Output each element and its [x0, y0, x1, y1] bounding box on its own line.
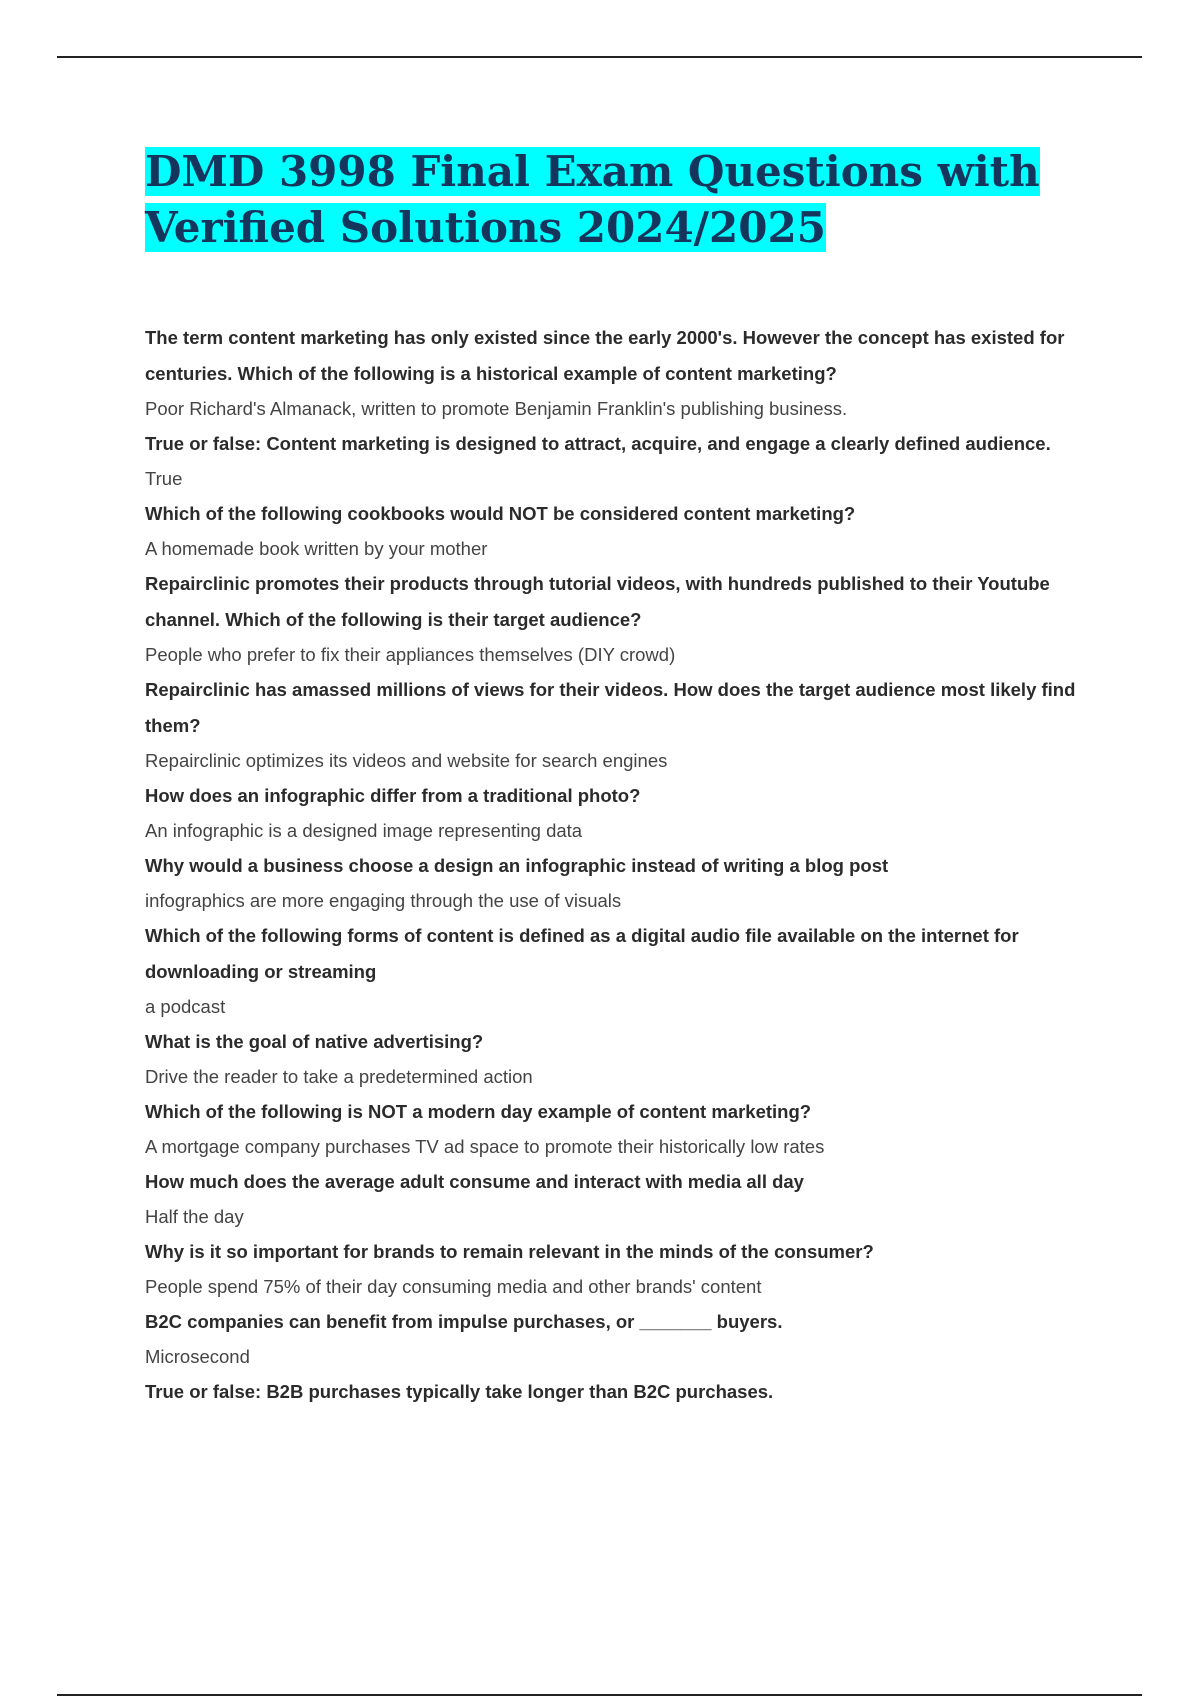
question-8: Which of the following forms of content is defined as a digital audio file available on the internet for downloading or streaming	[145, 925, 1019, 982]
question-4: Repairclinic promotes their products through tutorial videos, with hundreds published to their Youtube channel. Which of the following is their target audience?	[145, 573, 1050, 630]
answer-10: A mortgage company purchases TV ad space to promote their historically low rates	[145, 1136, 825, 1157]
qa-list	[145, 320, 1090, 1410]
answer-9: Drive the reader to take a predetermined action	[145, 1066, 533, 1087]
answer-6: An infographic is a designed image representing data	[145, 820, 583, 841]
question-10: Which of the following is NOT a modern day example of content marketing?	[145, 1101, 812, 1122]
question-14: True or false: B2B purchases typically take longer than B2C purchases.	[145, 1381, 774, 1402]
answer-3: A homemade book written by your mother	[145, 538, 488, 559]
question-5: Repairclinic has amassed millions of views for their videos. How does the target audience most likely find them?	[145, 679, 1076, 736]
question-13: B2C companies can benefit from impulse purchases, or _______ buyers.	[145, 1311, 783, 1332]
answer-11: Half the day	[145, 1206, 244, 1227]
answer-1: Poor Richard's Almanack, written to promote Benjamin Franklin's publishing business.	[145, 398, 848, 419]
question-7: Why would a business choose a design an infographic instead of writing a blog post	[145, 855, 889, 876]
question-6: How does an infographic differ from a traditional photo?	[145, 785, 641, 806]
question-1: The term content marketing has only existed since the early 2000's. However the concept has existed for centuries. Which of the following is a historical example of content marketing?	[145, 327, 1065, 384]
answer-7: infographics are more engaging through the use of visuals	[145, 890, 622, 911]
answer-12: People spend 75% of their day consuming media and other brands' content	[145, 1276, 762, 1297]
top-rule	[57, 56, 1142, 58]
question-11: How much does the average adult consume and interact with media all day	[145, 1171, 804, 1192]
bottom-rule	[57, 1694, 1142, 1696]
question-2: True or false: Content marketing is designed to attract, acquire, and engage a clearly defined audience.	[145, 433, 1051, 454]
answer-2: True	[145, 468, 183, 489]
question-9: What is the goal of native advertising?	[145, 1031, 484, 1052]
answer-5: Repairclinic optimizes its videos and website for search engines	[145, 750, 668, 771]
answer-4: People who prefer to fix their appliances themselves (DIY crowd)	[145, 644, 676, 665]
question-12: Why is it so important for brands to remain relevant in the minds of the consumer?	[145, 1241, 874, 1262]
title-block	[145, 144, 1045, 256]
document-title: DMD 3998 Final Exam Questions with Verified Solutions 2024/2025	[145, 147, 1040, 252]
question-3: Which of the following cookbooks would NOT be considered content marketing?	[145, 503, 856, 524]
answer-13: Microsecond	[145, 1346, 250, 1367]
answer-8: a podcast	[145, 996, 226, 1017]
